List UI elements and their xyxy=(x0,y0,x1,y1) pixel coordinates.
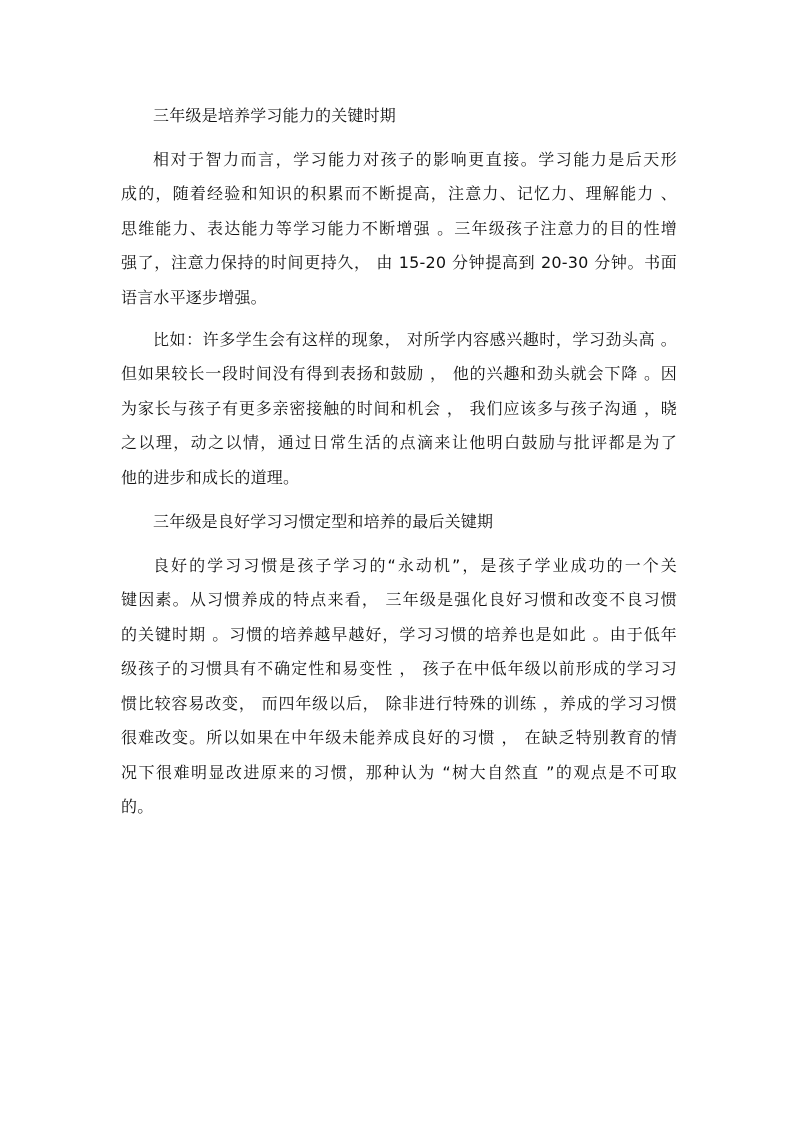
paragraph xyxy=(121,143,677,315)
text-line: 的关键时期 。习惯的培养越早越好，学习习惯的培养也是如此 。由于低年 xyxy=(121,624,677,644)
text-line: 为家长与孩子有更多亲密接触的时间和机会 ， 我们应该多与孩子沟通 ，晓 xyxy=(121,398,677,418)
document-body xyxy=(121,97,677,824)
text-line: 键因素。从习惯养成的特点来看， 三年级是强化良好习惯和改变不良习惯 xyxy=(121,590,677,610)
text-line: 语言水平逐步增强。 xyxy=(121,287,267,307)
text-line: 的。 xyxy=(121,796,154,816)
text-line: 相对于智力而言，学习能力对孩子的影响更直接。学习能力是后天形 xyxy=(153,150,677,169)
text-line: 很难改变。所以如果在中年级未能养成良好的习惯 ， 在缺乏特别教育的情 xyxy=(121,728,677,748)
text-line: 比如：许多学生会有这样的现象， 对所学内容感兴趣时，学习劲头高 。 xyxy=(153,330,677,350)
text-line: 良好的学习习惯是孩子学习的“永动机”，是孩子学业成功的一个关 xyxy=(153,556,677,576)
text-line: 之以理，动之以情，通过日常生活的点滴来让他明白鼓励与批评都是为了 xyxy=(121,433,677,453)
section-heading: 三年级是培养学习能力的关键时期 xyxy=(153,106,397,125)
text-line: 他的进步和成长的道理。 xyxy=(121,467,300,487)
text-line: 级孩子的习惯具有不确定性和易变性 ， 孩子在中低年级以前形成的学习习 xyxy=(121,659,677,679)
paragraph xyxy=(121,549,677,824)
paragraph xyxy=(121,323,677,495)
text-line: 强了，注意力保持的时间更持久， 由 15-20 分钟提高到 20-30 分钟。书面 xyxy=(121,253,677,273)
text-line: 惯比较容易改变， 而四年级以后， 除非进行特殊的训练 ，养成的学习习惯 xyxy=(121,693,677,713)
text-line: 思维能力、表达能力等学习能力不断增强 。三年级孩子注意力的目的性增 xyxy=(121,218,677,238)
text-line: 但如果较长一段时间没有得到表扬和鼓励 ， 他的兴趣和劲头就会下降 。因 xyxy=(121,364,677,384)
text-line: 成的，随着经验和知识的积累而不断提高，注意力、记忆力、理解能力 、 xyxy=(121,184,677,204)
section-heading: 三年级是良好学习习惯定型和培养的最后关键期 xyxy=(153,512,494,532)
text-line: 况下很难明显改进原来的习惯，那种认为 “树大自然直 ”的观点是不可取 xyxy=(121,762,677,782)
